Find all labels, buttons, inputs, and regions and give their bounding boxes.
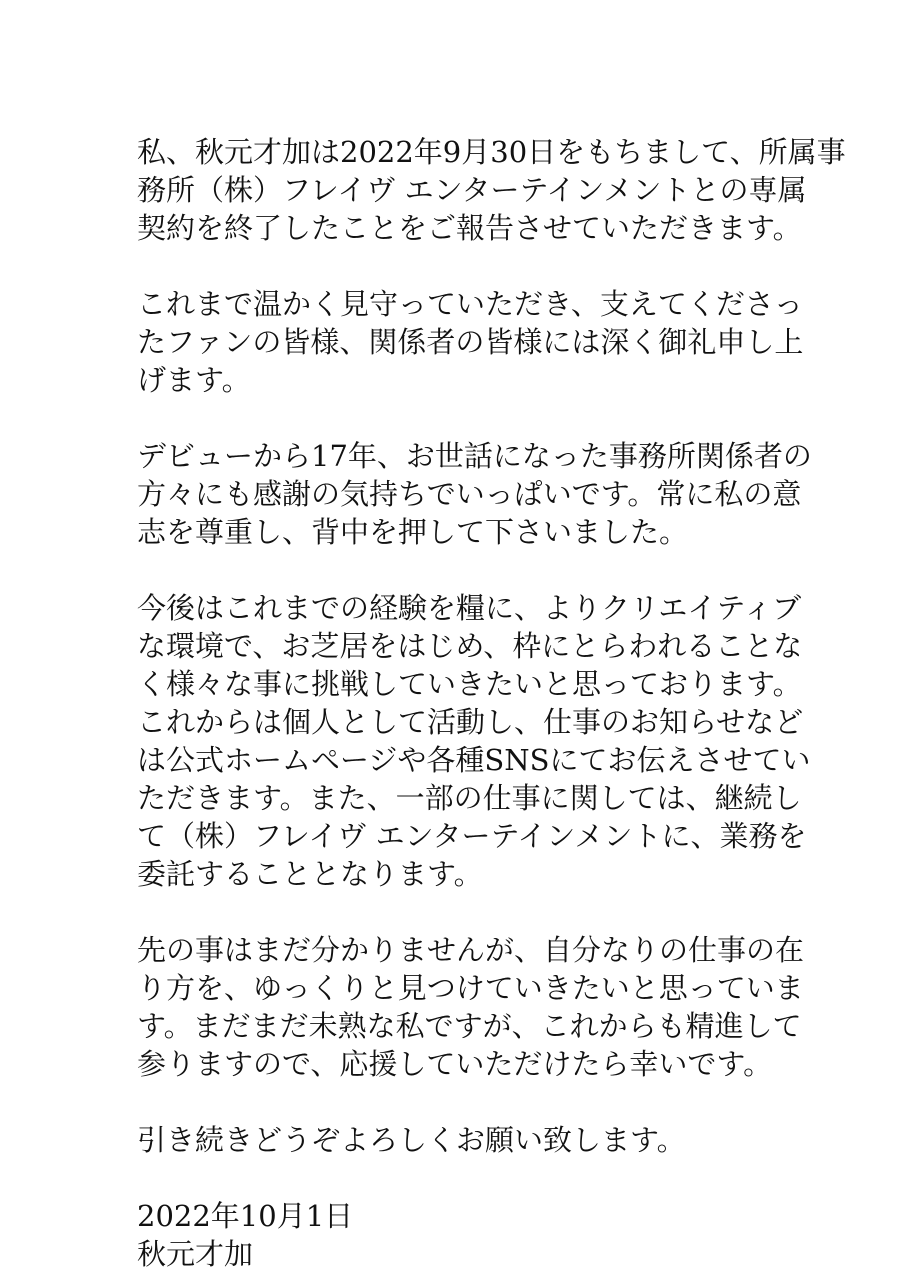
signature-block xyxy=(137,1197,837,1273)
text-line: たファンの皆様、関係者の皆様には深く御礼申し上 xyxy=(137,325,804,359)
paragraph-thanks-agency xyxy=(137,437,837,551)
text-line: 委託することとなります。 xyxy=(137,857,483,891)
text-line: これからは個人として活動し、仕事のお知らせなど xyxy=(137,705,804,739)
text-line: 契約を終了したことをご報告させていただきます。 xyxy=(137,211,802,245)
text-line: 先の事はまだ分かりませんが、自分なりの仕事の在 xyxy=(137,933,805,967)
text-line: り方を、ゆっくりと見つけていきたいと思っていま xyxy=(137,971,804,1005)
paragraph-contract-termination xyxy=(137,133,846,247)
text-line: げます。 xyxy=(137,363,251,397)
text-line: デビューから17年、お世話になった事務所関係者の xyxy=(137,439,812,473)
text-line: く様々な事に挑戦していきたいと思っております。 xyxy=(137,667,802,701)
paragraph-future-plans xyxy=(137,589,837,893)
text-line: 方々にも感謝の気持ちでいっぱいです。常に私の意 xyxy=(137,477,802,511)
text-line: す。まだまだ未熟な私ですが、これからも精進して xyxy=(137,1009,802,1043)
paragraph-regards xyxy=(137,1121,837,1159)
text-line: 志を尊重し、背中を押して下さいました。 xyxy=(137,515,689,549)
text-line: 私、秋元才加は2022年9月30日をもちまして、所属事 xyxy=(137,135,846,169)
letter-body xyxy=(137,133,846,1273)
text-line: 務所（株）フレイヴ エンターテインメントとの専属 xyxy=(137,173,807,207)
text-line: ただきます。また、一部の仕事に関しては、継続し xyxy=(137,781,802,815)
text-line: て（株）フレイヴ エンターテインメントに、業務を xyxy=(137,819,807,853)
text-line: な環境で、お芝居をはじめ、枠にとらわれることな xyxy=(137,629,803,663)
text-line: 引き続きどうぞよろしくお願い致します。 xyxy=(137,1123,686,1157)
text-line: 今後はこれまでの経験を糧に、よりクリエイティブ xyxy=(137,591,802,625)
text-line: は公式ホームページや各種SNSにてお伝えさせてい xyxy=(137,743,811,777)
paragraph-thanks-fans xyxy=(137,285,837,399)
text-line: これまで温かく見守っていただき、支えてくださっ xyxy=(137,287,803,321)
letter-date: 2022年10月1日 xyxy=(137,1199,354,1233)
signature-name: 秋元才加 xyxy=(137,1237,254,1271)
text-line: 参りますので、応援していただけたら幸いです。 xyxy=(137,1047,773,1081)
paragraph-closing-hopes xyxy=(137,931,837,1083)
